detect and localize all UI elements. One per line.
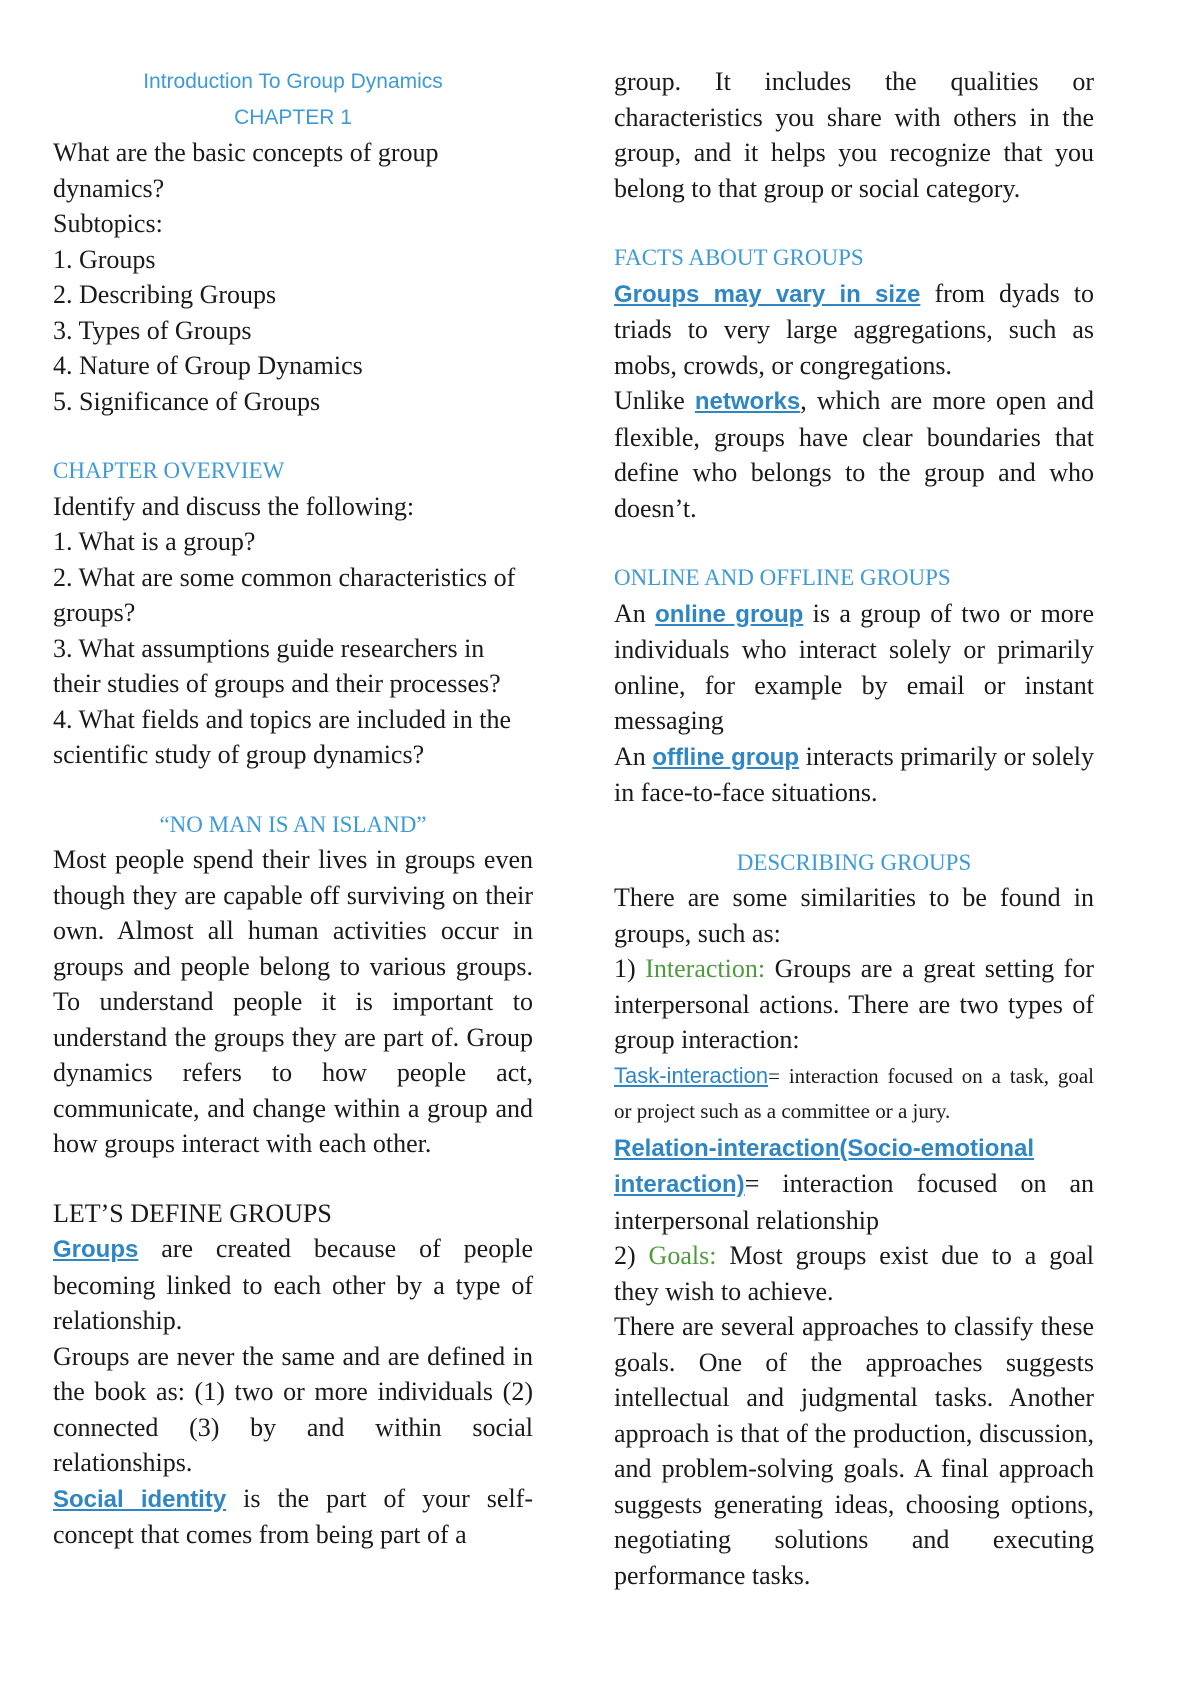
relation-interaction-text: = interaction focused on an interpersonal relationship (614, 1169, 1094, 1235)
overview-intro: Identify and discuss the following: (53, 491, 415, 521)
offline-group-link[interactable]: offline group (652, 743, 800, 771)
unlike-text: Unlike (614, 386, 695, 415)
social-identity-continued: group. It includes the qualities or characteristics you share with others in the group, and it helps you recognize that you belong to that group or social category. (614, 67, 1094, 203)
offline-group-paragraph (614, 739, 1094, 811)
group-size-link[interactable]: Groups may vary in size (614, 280, 921, 308)
overview-item: 2. What are some common characteristics of groups? (53, 562, 516, 627)
spacer (614, 526, 1094, 560)
goals-text: Most groups exist due to a goal they wish to achieve. (614, 1241, 1094, 1306)
subtopic-item: 1. Groups (53, 244, 156, 274)
approaches-paragraph: There are several approaches to classify these goals. One of the approaches suggests intellectual and judgmental tasks. Another approach is that of the production, discussion, and problem-solving goals. A final approach suggests generating ideas, choosing options, negotiating solutions and executing performance tasks. (614, 1312, 1094, 1590)
subtopic-item: 2. Describing Groups (53, 280, 277, 309)
goals-paragraph (614, 1238, 1094, 1309)
networks-paragraph (614, 383, 1094, 526)
define-heading: LET’S DEFINE GROUPS (53, 1198, 332, 1228)
goals-label: Goals: (648, 1241, 717, 1270)
overview-item: 4. What fields and topics are included in the scientific study of group dynamics? (53, 704, 511, 769)
facts-heading: FACTS ABOUT GROUPS (614, 245, 864, 270)
interaction-text: Groups are a great setting for interpersonal actions. There are two types of group interaction: (614, 954, 1094, 1054)
basic-concepts-question: What are the basic concepts of group dynamics? (53, 138, 439, 203)
interaction-number: 1) (614, 954, 646, 983)
spacer (614, 206, 1094, 240)
online-prefix: An (614, 598, 656, 628)
overview-heading: CHAPTER OVERVIEW (53, 458, 285, 483)
groups-never-paragraph: Groups are never the same and are defined in the book as: (1) two or more individuals (2) connected (3) by and within social relationships. (53, 1341, 533, 1477)
right-column (614, 64, 1094, 1593)
interaction-paragraph (614, 951, 1094, 1058)
groups-definition (53, 1231, 533, 1339)
social-identity-link[interactable]: Social identity (53, 1485, 227, 1513)
size-paragraph (614, 276, 1094, 384)
island-heading: “NO MAN IS AN ISLAND” (159, 811, 427, 837)
subtopic-item: 3. Types of Groups (53, 315, 252, 345)
online-group-paragraph (614, 596, 1094, 739)
describing-intro: There are some similarities to be found in groups, such as: (614, 883, 1094, 948)
social-identity-paragraph (53, 1481, 533, 1553)
spacer (53, 419, 533, 453)
offline-group-text: interacts primarily or solely in face-to-face situations. (614, 741, 1094, 807)
spacer (614, 811, 1094, 845)
relation-interaction-link[interactable]: Relation-interaction(Socio-emotional interaction) (614, 1134, 1035, 1198)
interaction-label: Interaction: (645, 954, 766, 983)
task-interaction-text: = interaction focused on a task, goal or project such as a committee or a jury. (614, 1063, 1094, 1123)
online-offline-heading: ONLINE AND OFFLINE GROUPS (614, 565, 951, 590)
online-group-text: is a group of two or more individuals who interact solely or primarily online, for example by email or instant messaging (614, 598, 1095, 735)
groups-definition-text: are created because of people becoming linked to each other by a type of relationship. (53, 1234, 533, 1335)
island-paragraph: Most people spend their lives in groups even though they are capable off surviving on their own. Almost all human activities occur in groups and people belong to various groups. To understand people it is important to understand the groups they are part of. Group dynamics refers to how people act, communicate, and change within a group and how groups interact with each other. (53, 845, 533, 1158)
networks-text: , which are more open and flexible, groups have clear boundaries that define who belongs to the group and who doesn’t. (614, 386, 1095, 523)
subtopic-item: 4. Nature of Group Dynamics (53, 351, 363, 380)
task-interaction-link[interactable]: Task-interaction (614, 1062, 769, 1088)
subtopics-label: Subtopics: (53, 209, 163, 238)
document-title: Introduction To Group Dynamics (143, 70, 443, 93)
subtopic-item: 5. Significance of Groups (53, 386, 321, 416)
spacer (53, 773, 533, 807)
groups-link[interactable]: Groups (53, 1236, 139, 1263)
relation-interaction-paragraph (614, 1130, 1094, 1239)
left-column (53, 64, 533, 1553)
overview-item: 1. What is a group? (53, 527, 256, 556)
social-identity-text: is the part of your self-concept that comes from being part of a (53, 1483, 533, 1549)
spacer (53, 1162, 533, 1196)
chapter-label: CHAPTER 1 (234, 105, 352, 129)
offline-prefix: An (614, 741, 653, 771)
online-group-link[interactable]: online group (655, 600, 804, 628)
describing-heading: DESCRIBING GROUPS (736, 849, 972, 875)
task-interaction-paragraph (614, 1058, 1094, 1130)
goals-number: 2) (614, 1241, 649, 1270)
size-text: from dyads to triads to very large aggregations, such as mobs, crowds, or congregations. (614, 278, 1095, 380)
overview-item: 3. What assumptions guide researchers in their studies of groups and their processes? (53, 633, 501, 698)
networks-link[interactable]: networks (694, 388, 801, 415)
